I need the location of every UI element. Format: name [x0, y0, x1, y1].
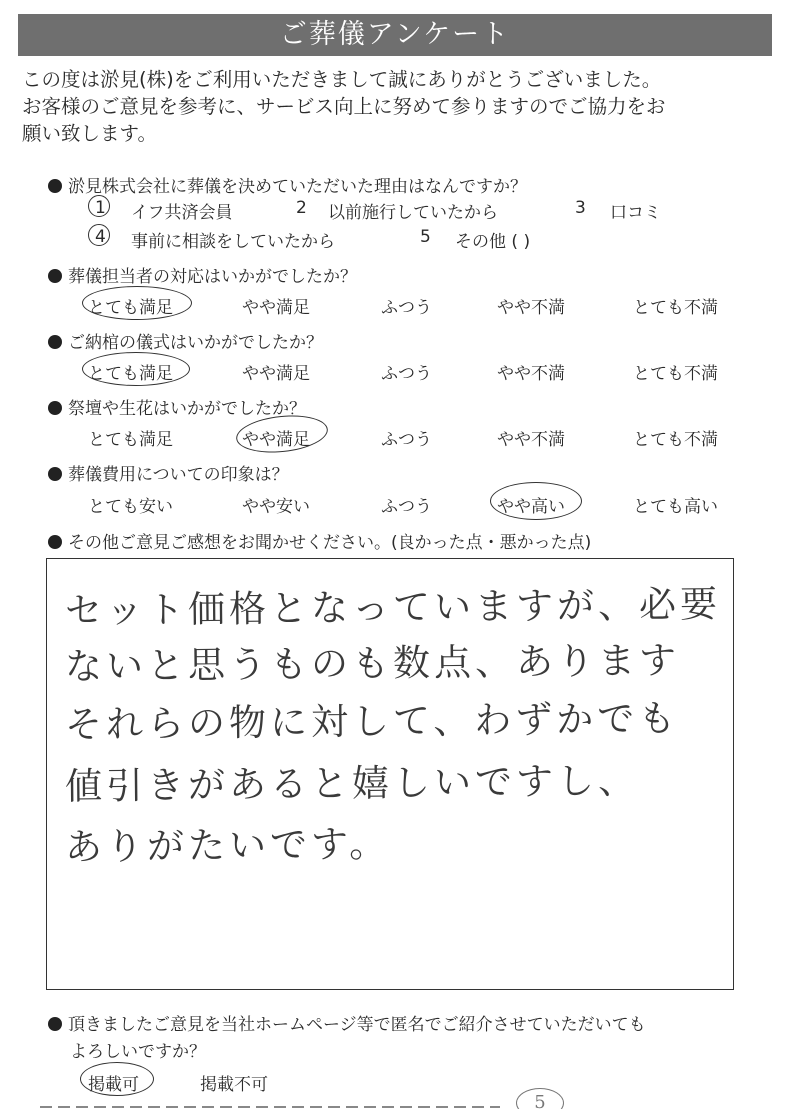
question-comments [48, 528, 591, 553]
option-label[interactable]: ふつう [381, 298, 432, 318]
question-text: 葬儀費用についての印象は？ [68, 465, 289, 485]
question-text: その他ご意見ご感想をお聞かせください。(良かった点・悪かった点) [68, 533, 592, 553]
page-number-mark: 5 [516, 1088, 564, 1109]
handwritten-line: 値引きがあると嬉しいですし、 [64, 758, 640, 809]
option-number[interactable]: 2 [296, 198, 307, 218]
option-label[interactable]: とても安い [88, 497, 173, 517]
comment-box[interactable] [46, 558, 734, 990]
bullet-icon [48, 535, 62, 549]
bullet-icon [48, 1017, 62, 1031]
intro-text [22, 66, 782, 147]
option-label[interactable]: イフ共済会員 [131, 203, 233, 223]
question-altar-flowers [48, 394, 306, 419]
bullet-icon [48, 269, 62, 283]
option-label[interactable]: とても不満 [633, 364, 718, 384]
question-publish [48, 1010, 646, 1035]
option-label[interactable]: やや満足 [242, 364, 310, 384]
question-staff [48, 262, 357, 287]
option-number[interactable]: 4 [95, 227, 106, 247]
option-label[interactable]: とても満足 [88, 298, 173, 318]
option-label[interactable]: 掲載不可 [200, 1075, 268, 1095]
bullet-icon [48, 335, 62, 349]
option-label[interactable]: やや高い [497, 497, 565, 517]
option-label[interactable]: やや満足 [242, 298, 310, 318]
option-label[interactable]: やや不満 [497, 430, 565, 450]
question-text: 頂きましたご意見を当社ホームページ等で匿名でご紹介させていただいても [68, 1015, 646, 1035]
option-label[interactable]: 事前に相談をしていたから [131, 232, 335, 252]
question-text-cont: よろしいですか？ [70, 1042, 206, 1062]
option-number[interactable]: 1 [95, 198, 106, 218]
handwritten-line: それらの物に対して、わずかでも [64, 696, 680, 747]
bullet-icon [48, 467, 62, 481]
question-text: 淤見株式会社に葬儀を決めていただいた理由はなんですか？ [68, 177, 527, 197]
option-label[interactable]: やや安い [242, 497, 310, 517]
option-label[interactable]: ふつう [381, 364, 432, 384]
option-label[interactable]: やや満足 [242, 430, 310, 450]
handwritten-line: セット価格となっていますが、必要 [64, 582, 722, 633]
option-label[interactable]: やや不満 [497, 298, 565, 318]
option-label[interactable]: とても不満 [633, 430, 718, 450]
option-label[interactable]: とても満足 [88, 364, 173, 384]
option-label[interactable]: やや不満 [497, 364, 565, 384]
question-cost [48, 460, 289, 485]
bullet-icon [48, 179, 62, 193]
option-label[interactable]: その他 ( ) [455, 232, 531, 252]
option-label[interactable]: とても不満 [633, 298, 718, 318]
intro-line: お客様のご意見を参考に、サービス向上に努めて参りますのでご協力をお [22, 95, 666, 118]
question-text: ご納棺の儀式はいかがでしたか？ [68, 333, 323, 353]
option-number[interactable]: 5 [420, 227, 431, 247]
option-label[interactable]: 掲載可 [88, 1075, 139, 1095]
intro-line: この度は淤見(株)をご利用いただきまして誠にありがとうございました。 [22, 68, 662, 91]
question-coffin-ceremony [48, 328, 323, 353]
option-number[interactable]: 3 [575, 198, 586, 218]
option-label[interactable]: とても満足 [88, 430, 173, 450]
option-label[interactable]: 口コミ [610, 203, 661, 223]
question-text: 祭壇や生花はいかがでしたか？ [68, 399, 306, 419]
option-label[interactable]: ふつう [381, 430, 432, 450]
question-text: 葬儀担当者の対応はいかがでしたか？ [68, 267, 357, 287]
question-reason [48, 172, 527, 197]
footer-cut-text [40, 1100, 500, 1109]
option-label[interactable]: とても高い [633, 497, 718, 517]
handwritten-line: ないと思うものも数点、あります [64, 638, 681, 689]
option-label[interactable]: 以前施行していたから [328, 203, 498, 223]
handwritten-line: ありがたいです。 [64, 822, 391, 869]
option-label[interactable]: ふつう [381, 497, 432, 517]
intro-line: 願い致します。 [22, 122, 157, 145]
bullet-icon [48, 401, 62, 415]
survey-title: ご葬儀アンケート [18, 14, 772, 56]
